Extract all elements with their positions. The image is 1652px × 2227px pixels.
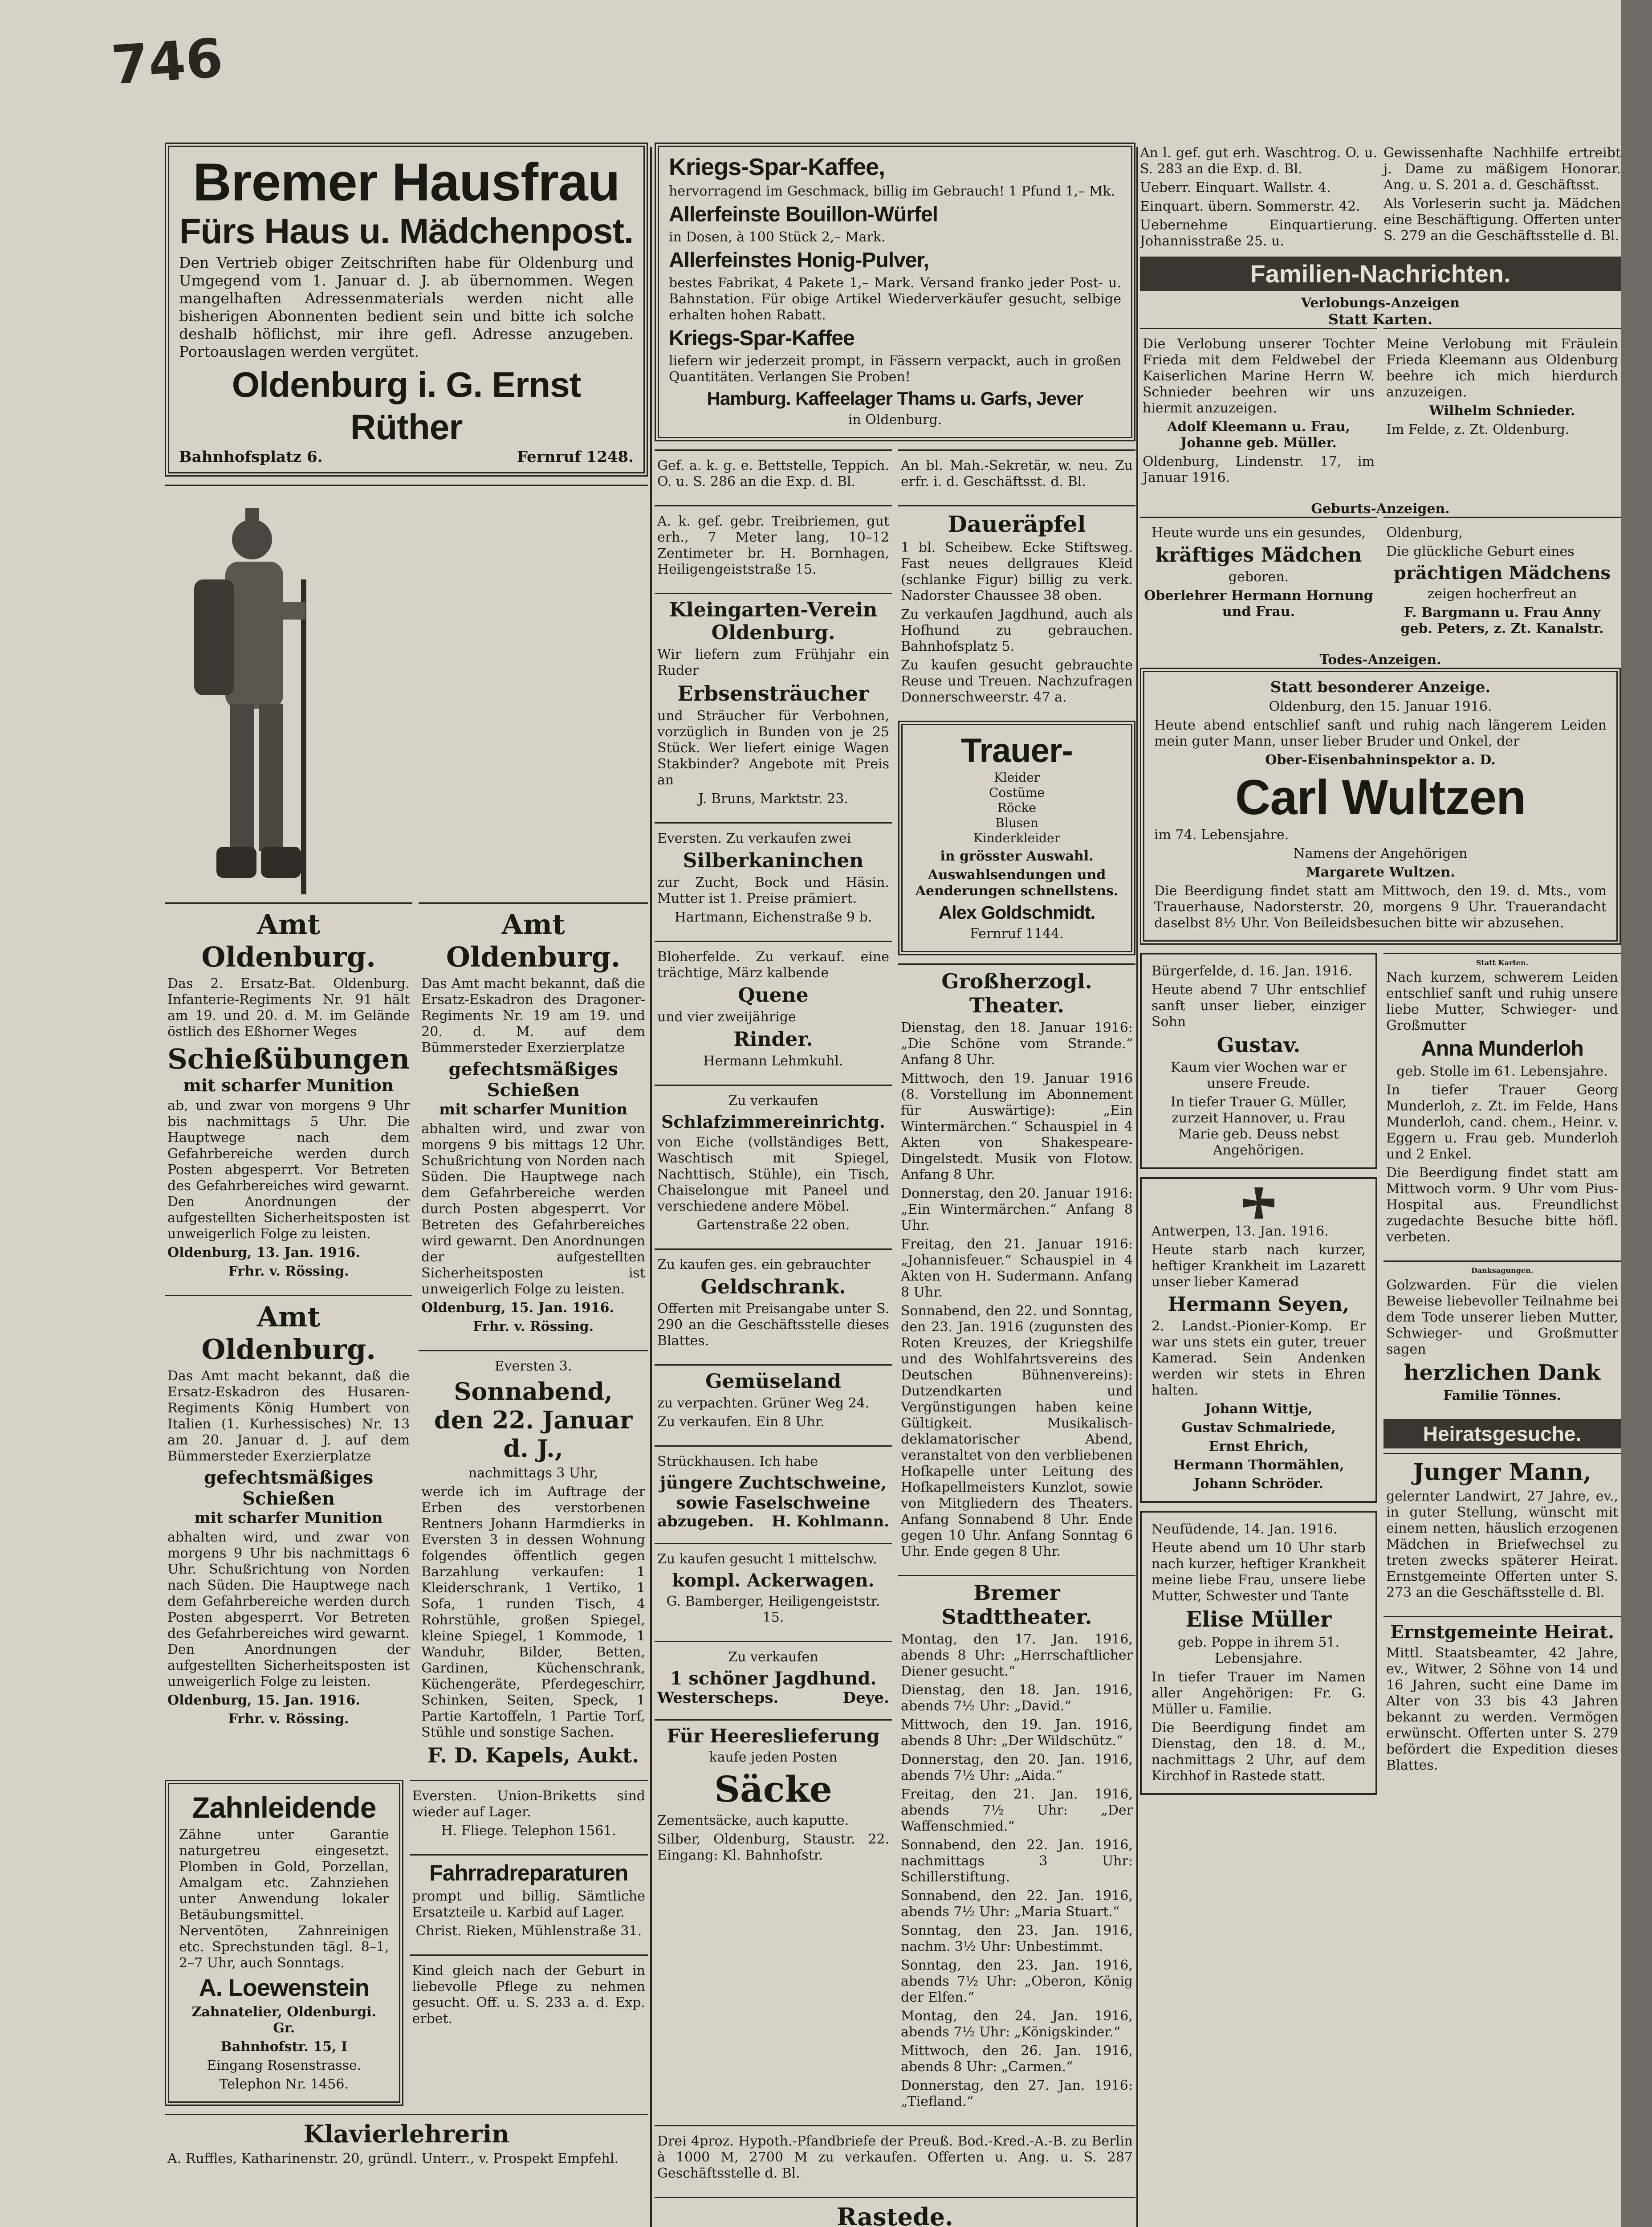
ad-title: Bremer Hausfrau — [193, 152, 620, 212]
ad-firm: Oldenburg i. G. Ernst Rüther — [232, 365, 581, 447]
notice-name: Johann Wittje, — [1204, 1401, 1313, 1417]
notice-body: Mittl. Staatsbeamter, 42 Jahre, ev., Witwer, 2 Söhne von 14 und 16 Jahren, sucht eine Dame im Alter von 33 bis 43 Jahren bekannt zu werden. Vermögen erwünscht. Offerten unter S. 279 befördert die Expedition dieses Blattes. — [1386, 1645, 1618, 1773]
notice-address: Gartenstraße 22 oben. — [696, 1217, 850, 1233]
familien-banner: Familien-Nachrichten. — [1140, 257, 1621, 291]
notice-head: gefechtsmäßiges Schießen — [203, 1467, 374, 1509]
ad-sub: Zahnatelier, Oldenburgi. Gr. — [191, 2004, 377, 2036]
notice-amt-2 — [165, 1295, 412, 1734]
notice-auction — [419, 1350, 648, 1772]
notice-body: Zu kaufen gesucht 1 mittelschw. — [657, 1551, 877, 1567]
theater-title: Großherzogl. Theater. — [941, 969, 1092, 1017]
notice-place: Im Felde, z. Zt. Oldenburg. — [1386, 422, 1570, 437]
notice-body: Meine Verlobung mit Fräulein Frieda Kleemann aus Oldenburg beehre ich mich hierdurch anzuzeigen. — [1386, 336, 1618, 400]
notice-fahrrad — [410, 1854, 648, 1946]
ad-item: Röcke — [997, 800, 1037, 815]
theater-entry: Donnerstag, den 20. Jan. 1916, abends 7½ Uhr: „Aida.“ — [901, 1752, 1133, 1783]
notice-names: Adolf Kleemann u. Frau, Johanne geb. Müller. — [1167, 419, 1350, 451]
ad-firm: Alex Goldschmidt. — [938, 902, 1095, 923]
notice-sub: geb. Poppe in ihrem 51. Lebensjahre. — [1177, 1635, 1340, 1666]
notice-head: Säcke — [714, 1768, 832, 1810]
theater-entry: Donnerstag, den 27. Jan. 1916: „Tiefland.“ — [901, 2078, 1133, 2109]
notice-names: Oberlehrer Hermann Hornung und Frau. — [1144, 588, 1373, 620]
notice-schlafzimmer — [655, 1085, 892, 1240]
amt-row — [165, 902, 648, 1780]
ad-body: Zähne unter Garantie naturgetreu eingesetzt. Plomben in Gold, Porzellan, Amalgam etc. Zahnziehen unter Anwendung lokaler Betäubungsmittel. Nerventöten, Zahnreinigen etc. Sprechstunden tägl. 8–1, 2–7 Uhr, auch Sonntags. — [179, 1827, 389, 1971]
ad-entrance: Eingang Rosenstrasse. — [207, 2058, 362, 2073]
ad-item: Kleider — [993, 770, 1040, 785]
col3-top — [1140, 143, 1621, 252]
notice-body: zu verpachten. Grüner Weg 24. — [657, 1395, 870, 1411]
bottom-row — [165, 1780, 648, 2114]
ad-body: bestes Fabrikat, 4 Pakete 1,– Mark. Versand franko jeder Post- u. Bahnstation. Für obige Artikel Wiederverkäufer gesucht, selbige erhalten hohen Rabatt. — [669, 275, 1121, 323]
death-munderloh — [1383, 953, 1621, 1252]
notice-body: 2. Landst.-Pionier-Komp. Er war uns stets ein guter, treuer Kamerad. Sein Andenken werden wir stets in Ehren halten. — [1152, 1318, 1366, 1398]
notice-body: prompt und billig. Sämtliche Ersatzteile u. Karbid auf Lager. — [412, 1888, 645, 1920]
auction-day: Sonnabend, — [454, 1377, 613, 1406]
ad-zahnleidende — [165, 1780, 403, 2106]
ad-body: Den Vertrieb obiger Zeitschriften habe für Oldenburg und Umgegend vom 1. Januar d. J. ab übernommen. Wegen mangelhaften Adressenmaterials werden nicht alle bisherigen Abonnenten bedient sein und bitte ich solche deshalb höflichst, mir ihre gefl. Adresse anzugeben. Portoauslagen werden vergütet. — [179, 254, 634, 360]
section-label: Geburts-Anzeigen. — [1311, 501, 1450, 517]
theater-entry: Montag, den 24. Jan. 1916, abends 7½ Uhr: „Königskinder.“ — [901, 2008, 1133, 2040]
notice-age: im 74. Lebensjahre. — [1154, 827, 1289, 843]
deceased-name: Carl Wultzen — [1235, 770, 1526, 825]
notice-sub: mit scharfer Munition — [183, 1075, 394, 1095]
notice-body: Strückhausen. Ich habe — [657, 1454, 818, 1469]
notice-title: Rastede. — [837, 2203, 953, 2227]
verlobung-row — [1140, 328, 1621, 501]
geburt-1 — [1140, 517, 1377, 644]
ad-title: Kriegs-Spar-Kaffee, — [669, 154, 885, 180]
column-rule — [1136, 147, 1138, 2227]
notice-place: Neufüdende, 14. Jan. 1916. — [1152, 1521, 1338, 1537]
notice-title: Amt Oldenburg. — [201, 1301, 376, 1366]
notice-names: F. Bargmann u. Frau Anny geb. Peters, z. Zt. Kanalstr. — [1400, 605, 1604, 636]
ad-boycksen — [165, 485, 648, 894]
theater-entry: Sonnabend, den 22. Jan. 1916, abends 7½ Uhr: „Maria Stuart.“ — [901, 1888, 1133, 1920]
notice-head: gefechtsmäßiges Schießen — [448, 1059, 618, 1101]
notice-body: Zu verkaufen Jagdhund, auch als Hofhund zu gebrauchen. Bahnhofsplatz 5. — [901, 607, 1133, 654]
ad-body: hervorragend im Geschmack, billig im Gebrauch! 1 Pfund 1,– Mk. — [669, 184, 1115, 199]
notice-body: Eversten. Zu verkaufen zwei — [657, 831, 851, 846]
notice-body: Offerten mit Preisangabe unter S. 290 an die Geschäftsstelle dieses Blattes. — [657, 1301, 889, 1349]
notice-head: Für Heereslieferung — [667, 1725, 880, 1747]
notice-head: Ernstgemeinte Heirat. — [1390, 1622, 1614, 1643]
notice-sign: Frhr. v. Rössing. — [228, 1264, 349, 1279]
notice-title: Amt Oldenburg. — [201, 908, 376, 973]
notice-firm: Christ. Rieken, Mühlenstraße 31. — [415, 1923, 642, 1939]
deceased-name: Anna Munderloh — [1421, 1037, 1583, 1060]
ad-body: Auswahlsendungen und Aenderungen schnellstens. — [915, 867, 1119, 899]
notice-firm: Silber, Oldenburg, Staustr. 22. Eingang: Kl. Bahnhofstr. — [657, 1831, 889, 1863]
notice-body: Eversten. Union-Briketts sind wieder auf Lager. — [412, 1788, 645, 1820]
geburt-2 — [1383, 517, 1621, 644]
notice-firm: H. Kohlmann. — [771, 1513, 889, 1530]
notice-body: Nach kurzem, schwerem Leiden entschlief sanft und ruhig unsere liebe Mutter, Schwieger- und Großmutter — [1386, 970, 1618, 1033]
notice-body: Das Amt macht bekannt, daß die Ersatz-Eskadron des Husaren-Regiments König Humbert von Italien (1. Kurhessisches) Nr. 13 am 20. Januar d. J. auf dem Bümmersteder Exerzierplatze — [167, 1368, 410, 1464]
notice-ackerwagen — [655, 1543, 892, 1633]
column-1 — [165, 143, 648, 2227]
notice-date: Oldenburg, 15. Jan. 1916. — [167, 1693, 360, 1708]
auction-place: Eversten 3. — [494, 1358, 572, 1374]
notice-body: abzugeben. — [657, 1513, 754, 1530]
notice-sub: mit scharfer Munition — [194, 1509, 383, 1527]
notice-body: Das 2. Ersatz-Bat. Oldenburg. Infanterie-Regiments Nr. 91 hält am 19. und 20. d. M. im Gelände östlich des Eßhorner Weges — [167, 976, 410, 1040]
geburt-row — [1140, 517, 1621, 652]
ad-head: Allerfeinste Bouillon-Würfel — [669, 203, 938, 226]
heirat-ernst — [1383, 1616, 1621, 1781]
notice-body: Zu verkaufen — [728, 1649, 818, 1665]
notice-name: Ernst Ehrich, — [1208, 1439, 1309, 1454]
death-gustav — [1140, 953, 1377, 1169]
ad-kriegs-spar-kaffee — [655, 143, 1135, 441]
theater-entry: Sonnabend, den 22. Jan. 1916, nachmittags 3 Uhr: Schillerstiftung. — [901, 1837, 1133, 1885]
notice-head: 1 schöner Jagdhund. — [670, 1668, 877, 1689]
verlobung-1 — [1140, 328, 1377, 493]
notice-head: jüngere Zuchtschweine, — [659, 1472, 887, 1493]
theater-entry: Dienstag, den 18. Jan. 1916, abends 7½ Uhr: „David.“ — [901, 1682, 1133, 1714]
section-label: Danksagungen. — [1471, 1266, 1534, 1275]
theater-entry: Mittwoch, den 19. Januar 1916 (8. Vorstellung im Abonnement für Auswärtige): „Ein Wintermärchen.“ Schauspiel in 4 Akten von Shakespeare-Dingelstedt. Musik von Flotow. Anfang 8 Uhr. — [901, 1071, 1133, 1183]
notice-firm: J. Bruns, Marktstr. 23. — [698, 791, 848, 807]
notice-place: Westerscheps. — [657, 1689, 779, 1707]
notice-geldschrank — [655, 1248, 892, 1356]
notice-head: Schlafzimmereinrichtg. — [661, 1112, 886, 1132]
column-2 — [655, 143, 1135, 2227]
notice-klavier — [165, 2114, 648, 2174]
ad-phone: Fernruf 1248. — [517, 448, 634, 466]
notice-body: und Sträucher für Verbohnen, vorzüglich in Bunden von je 25 Stück. Wer liefert einige Wagen Stakbinder? Angebote mit Preis an — [657, 708, 889, 788]
notice-bett — [655, 449, 892, 497]
heirat-banner: Heiratsgesuche. — [1383, 1419, 1621, 1448]
auction-body: werde ich im Auftrage der Erben des verstorbenen Rentners Johann Harmdierks in Eversten 3 in dessen Wohnung folgendes öffentlich gegen Barzahlung verkaufen: 1 Kleiderschrank, 1 Vertiko, 1 Sofa, 1 runden Tisch, 4 Rohrstühle, großen Spiegel, kleine Spiegel, 1 Kommode, 1 Wanduhr, Bilder, Betten, Gardinen, Küchenschrank, Küchengeräte, Pferdegeschirr, Schinken, Seiten, Speck, 1 Partie Kartoffeln, 1 Partie Torf, Stühle und sonstige Sachen. — [421, 1484, 645, 1740]
notice-rastede — [655, 2197, 1135, 2227]
ad-phone: Telephon Nr. 1456. — [219, 2076, 349, 2092]
book-edge — [1621, 0, 1652, 2227]
theater-entry: Donnerstag, den 20. Januar 1916: „Ein Wintermärchen.“ Anfang 8 Uhr. — [901, 1186, 1133, 1233]
notice-body: Kaum vier Wochen war er unsere Freude. — [1171, 1060, 1347, 1091]
ad-head: Allerfeinstes Honig-Pulver, — [669, 249, 929, 272]
theater-title: Bremer Stadttheater. — [941, 1581, 1092, 1629]
notice-daueraepfel — [898, 505, 1135, 713]
small-notice: An l. gef. gut erh. Waschtrog. O. u. S. 283 an die Exp. d. Bl. — [1140, 145, 1377, 177]
notice-sign: Familie Tönnes. — [1443, 1388, 1561, 1403]
notice-head: Statt besonderer Anzeige. — [1270, 678, 1491, 696]
amt-notice-right — [419, 902, 648, 1780]
ad-trauer — [898, 721, 1135, 955]
notice-treib — [655, 505, 892, 585]
notice-body: Das Amt macht bekannt, daß die Ersatz-Eskadron des Dragoner-Regiments Nr. 19 am 19. und 20. d. M. auf dem Bümmersteder Exerzierplatze — [421, 976, 645, 1056]
death-wultzen — [1140, 668, 1621, 945]
col2-row — [655, 449, 1135, 2125]
deceased-name: Hermann Seyen, — [1168, 1293, 1350, 1316]
ad-firm: Hamburg. Kaffeelager Thams u. Garfs, Jever — [707, 388, 1083, 409]
ad-title: Zahnleidende — [192, 1791, 376, 1824]
auction-firm: F. D. Kapels, Aukt. — [427, 1743, 639, 1767]
stadttheater-listing — [898, 1575, 1135, 2117]
death-seyen — [1140, 1177, 1377, 1503]
notice-body: Zu verkaufen — [728, 1093, 818, 1109]
small-notice: Als Vorleserin sucht ja. Mädchen eine Beschäftigung. Offerten unter S. 279 an die Geschäftsstelle d. Bl. — [1383, 196, 1621, 244]
notice-head: Statt Karten. — [1476, 959, 1529, 967]
theater-entry: Sonntag, den 23. Jan. 1916, abends 7½ Uhr: „Oberon, König der Elfen.“ — [901, 1958, 1133, 2005]
notice-body: Golzwarden. Für die vielen Beweise liebevoller Teilnahme bei dem Tode unserer lieben Mutter, Schwieger- und Großmutter sagen — [1386, 1277, 1618, 1357]
notice-body: Die Beerdigung findet statt am Mittwoch, den 19. d. Mts., vom Trauerhause, Nadorsterstr. 20, morgens 9 Uhr. Trauerandacht daselbst 8½ Uhr. Von Beileidsbesuchen bitte wir abzusehen. — [1154, 883, 1607, 931]
notice-sign: Frhr. v. Rössing. — [228, 1711, 349, 1727]
notice-body: abhalten wird, und zwar von morgens 9 bis mittags 12 Uhr. Schußrichtung von Norden nach Süden. Die Hauptwege nach dem Gefahrbereiche werden durch Posten abgesperrt. Vor Betreten des Gefahrbereiches wird gewarnt. Den Anordnungen der aufgestellten Sicherheitsposten ist unweigerlich Folge zu leisten. — [421, 1121, 645, 1297]
notice-date: Oldenburg, Lindenstr. 17, im Januar 1916. — [1143, 454, 1375, 485]
notice-body: Heute wurde uns ein gesundes, — [1151, 525, 1366, 541]
notice-body: von Eiche (vollständiges Bett, Waschtisch mit Spiegel, Nachttisch, Stühle), ein Tisch, Chaiselongue mit Paneel und verschiedene andere Möbel. — [657, 1134, 889, 1214]
notice-name: Hermann Thormählen, — [1173, 1457, 1344, 1473]
ad-title: Trauer- — [961, 732, 1073, 770]
notice-name: Johann Schröder. — [1194, 1476, 1323, 1492]
soldier-illustration — [167, 490, 346, 894]
col2-right — [898, 449, 1135, 2125]
notice-sign: Namens der Angehörigen — [1293, 846, 1468, 861]
death-mueller — [1140, 1511, 1377, 1795]
notice-body: Zementsäcke, auch kaputte. — [657, 1813, 849, 1828]
notice-sign: In tiefer Trauer Georg Munderloh, z. Zt. im Felde, Hans Munderloh, cand. chem., Heinr. v. Eggern u. Frau geb. Munderloh und 2 Enkel. — [1386, 1082, 1618, 1162]
notice-sekretaer — [898, 449, 1135, 497]
notice-firm: H. Fliege. Telephon 1561. — [441, 1823, 616, 1839]
notice-union — [410, 1780, 648, 1846]
auction-time: nachmittags 3 Uhr, — [468, 1465, 598, 1481]
small-notice: Gewissenhafte Nachhilfe ertreibt j. Dame zu mäßigem Honorar. Ang. u. S. 201 a. d. Geschäftsst. — [1383, 145, 1621, 193]
amt-notice-left — [165, 902, 412, 1780]
section-label: Verlobungs-Anzeigen — [1301, 295, 1460, 311]
notice-name: Gustav Schmalriede, — [1181, 1420, 1336, 1436]
notice-sign: In tiefer Trauer im Namen aller Angehörigen: Fr. G. Müller u. Familie. — [1152, 1669, 1366, 1717]
notice-queue — [655, 941, 892, 1077]
notice-body: Die glückliche Geburt eines — [1386, 544, 1575, 559]
notice-body: Zu verkaufen. Ein 8 Uhr. — [657, 1414, 825, 1430]
ad-items — [912, 770, 1121, 846]
theater-entry: Sonnabend, den 22. und Sonntag, den 23. Jan. 1916 (zugunsten des Roten Kreuzes, der Kriegshilfe und des Wohlfahrtsvereins des Deutschen Bühnenvereins): Dutzendkarten und Vergünstigungen haben keine Gültigkeit. Musikalisch-deklamatorischer Abend, veranstaltet von den verbliebenen Hofkapelle unter Leitung des Hofkapellmeisters Kunzlot, sowie von Mitgliedern des Theaters. Anfang Sonnabend 8 Uhr. Ende gegen 10 Uhr. Anfang Sonntag 6 Uhr. Ende gegen 8 Uhr. — [901, 1303, 1133, 1559]
notice-date: Oldenburg, 15. Jan. 1916. — [421, 1300, 614, 1316]
theater-entry: Dienstag, den 18. Januar 1916: „Die Schöne vom Strande.“ Anfang 8 Uhr. — [901, 1020, 1133, 1068]
notice-place: Bürgerfelde, d. 16. Jan. 1916. — [1152, 963, 1353, 979]
notice-firm: G. Bamberger, Heiligengeiststr. 15. — [666, 1594, 880, 1625]
section-label: Todes-Anzeigen. — [1319, 652, 1441, 668]
auction-date: den 22. Januar d. J., — [434, 1406, 633, 1463]
theater-entry: Freitag, den 21. Jan. 1916, abends 7½ Uhr: „Der Waffenschmied.“ — [901, 1786, 1133, 1834]
notice-firm: Hartmann, Eichenstraße 9 b. — [674, 910, 872, 925]
deceased-name: Elise Müller — [1185, 1607, 1332, 1632]
handwritten-page-number: 746 — [109, 27, 225, 97]
column-3 — [1140, 143, 1621, 2227]
notice-sign: Frhr. v. Rössing. — [473, 1319, 594, 1334]
theater-entry: Sonntag, den 23. Jan. 1916, nachm. 3½ Uhr: Unbestimmt. — [901, 1923, 1133, 1954]
notice-place: Oldenburg, den 15. Januar 1916. — [1269, 699, 1492, 714]
small-notice: Einquart. übern. Sommerstr. 42. — [1140, 199, 1360, 214]
theater-entry: Montag, den 17. Jan. 1916, abends 8 Uhr: „Herrschaftlicher Diener gesucht.“ — [901, 1632, 1133, 1679]
ad-bremer-hausfrau — [165, 143, 648, 477]
notice-gemueseland — [655, 1364, 892, 1437]
ad-address: in Oldenburg. — [848, 412, 942, 428]
notice-title: Fahrradreparaturen — [429, 1860, 628, 1885]
notice-body: Zu kaufen gesucht gebrauchte Reuse und Treuen. Nachzufragen Donnerschweerstr. 47 a. — [901, 657, 1133, 705]
notice-firm: Hermann Lehmkuhl. — [703, 1053, 843, 1069]
notice-head: Gemüseland — [705, 1370, 841, 1393]
notice-head: Erbsensträucher — [677, 681, 869, 706]
small-notice: Uebernehme Einquartierung. Johannisstraße 25. u. — [1140, 217, 1377, 249]
deceased-name: Gustav. — [1217, 1033, 1301, 1057]
notice-name: Deye. — [842, 1689, 889, 1707]
death-row — [1140, 953, 1621, 1803]
notice-head: prächtigen Mädchens — [1393, 563, 1611, 583]
notice-sub: mit scharfer Munition — [439, 1101, 628, 1118]
notice-zuchtschweine — [655, 1445, 892, 1535]
notice-body: Die Verlobung unserer Tochter Frieda mit dem Feldwebel der Kaiserlichen Marine Herrn W. Schnieder beehren wir uns hiermit anzuzeigen. — [1143, 336, 1375, 416]
notice-head: Rinder. — [733, 1028, 813, 1051]
notice-head: Junger Mann, — [1413, 1459, 1591, 1486]
notice-sub: geb. Stolle im 61. Lebensjahre. — [1396, 1064, 1608, 1079]
theater-entry: Freitag, den 21. Januar 1916: „Johannisfeuer.“ Schauspiel in 4 Akten von H. Sudermann. Anfang 8 Uhr. — [901, 1236, 1133, 1300]
notice-sign: Margarete Wultzen. — [1306, 865, 1455, 880]
notice-body: Bloherfelde. Zu verkauf. eine trächtige, März kalbende — [657, 949, 889, 981]
notice-amt-1 — [165, 902, 412, 1287]
notice-body: und vier zweijährige — [657, 1009, 796, 1025]
notice-sign: In tiefer Trauer G. Müller, zurzeit Hannover, u. Frau Marie geb. Deuss nebst Angehörigen. — [1170, 1094, 1347, 1158]
notice-body: kaufe jeden Posten — [709, 1750, 838, 1765]
notice-body: zur Zucht, Bock und Häsin. Mutter ist 1. Preise prämiert. — [657, 875, 889, 906]
notice-body: Heute abend 7 Uhr entschlief sanft unser lieber, einziger Sohn — [1152, 982, 1366, 1030]
heirat-junger-mann — [1383, 1453, 1621, 1608]
notice-body: Heute abend entschlief sanft und ruhig nach längerem Leiden mein guter Mann, unser lieber Bruder und Onkel, der — [1154, 718, 1607, 749]
notice-body: A. k. gef. gebr. Treibriemen, gut erh., 7 Meter lang, 10–12 Zentimeter br. H. Bornhagen, Heiligengeiststraße 15. — [657, 514, 889, 577]
notice-title: Ober-Eisenbahninspektor a. D. — [1265, 752, 1496, 768]
notice-place: Oldenburg, — [1386, 525, 1463, 541]
notice-kind — [410, 1954, 648, 2034]
notice-body: Wir liefern zum Frühjahr ein Ruder — [657, 647, 889, 678]
notice-saecke — [655, 1719, 892, 1871]
ad-firm: A. Loewenstein — [199, 1974, 369, 2001]
small-notice: Ueberr. Einquart. Wallstr. 4. — [1140, 180, 1331, 196]
ad-subtitle: Fürs Haus u. Mädchenpost. — [179, 211, 634, 251]
notice-body: Zu kaufen ges. ein gebrauchter — [657, 1257, 871, 1273]
notice-head: Quene — [738, 984, 809, 1007]
notice-jagdhund — [655, 1641, 892, 1711]
column-rule — [650, 147, 652, 2227]
col2-left — [655, 449, 892, 2125]
notice-body: Die Beerdigung findet am Dienstag, den 18. d. M., nachmittags 2 Uhr, auf dem Kirchhof in Rastede statt. — [1152, 1720, 1366, 1784]
notice-title: Klavierlehrerin — [303, 2120, 509, 2148]
notice-body: Drei 4proz. Hypoth.-Pfandbriefe der Preuß. Bod.-Kred.-A.-B. zu Berlin à 1000 M, 2700 M zu verkaufen. Offerten u. Ang. u. S. 287 Geschäftsstelle d. Bl. — [657, 2133, 1133, 2181]
theater-listing — [898, 963, 1135, 1567]
ad-item: Blusen — [995, 816, 1038, 830]
col2-bottom — [655, 2125, 1135, 2227]
theater-entry: Mittwoch, den 19. Jan. 1916, abends 8 Uhr: „Der Wildschütz.“ — [901, 1717, 1133, 1749]
notice-body: geboren. — [1228, 569, 1289, 585]
notice-title: Kleingarten-Verein Oldenburg. — [669, 599, 878, 644]
notice-head: Geldschrank. — [700, 1276, 846, 1298]
notice-body: Kind gleich nach der Geburt in liebevolle Pflege zu nehmen gesucht. Off. u. S. 233 a. d. Exp. erbet. — [412, 1963, 645, 2027]
notice-body: Heute starb nach kurzer, heftiger Krankheit im Lazarett unser lieber Kamerad — [1152, 1242, 1366, 1290]
notice-head: sowie Faselschweine — [676, 1493, 871, 1513]
notice-title: Amt Oldenburg. — [446, 908, 621, 973]
notice-body: Die Beerdigung findet statt am Mittwoch vorm. 9 Uhr vom Pius-Hospital aus. Freundlichst zugedachte Besuche bitte höfl. verbeten. — [1386, 1165, 1618, 1245]
notice-head: Daueräpfel — [948, 511, 1086, 537]
notice-body: 1 bl. Scheibew. Ecke Stiftsweg. Fast neues dellgraues Kleid (schlanke Figur) billig zu verk. Nadorster Chaussee 38 oben. — [901, 540, 1133, 604]
notice-amt-3 — [419, 902, 648, 1342]
section-head: Statt Karten. — [1328, 311, 1433, 328]
ad-head: Kriegs-Spar-Kaffee — [669, 326, 854, 350]
ad-address: Bahnhofstr. 15, I — [220, 2039, 347, 2055]
notice-head: Silberkaninchen — [683, 849, 864, 872]
ad-item: Kinderkleider — [973, 831, 1061, 845]
verlobung-2 — [1383, 328, 1621, 493]
ad-address: Bahnhofsplatz 6. — [179, 448, 323, 466]
theater-entry: Mittwoch, den 26. Jan. 1916, abends 8 Uhr: „Carmen.“ — [901, 2043, 1133, 2075]
notice-body: abhalten wird, und zwar von morgens 9 Uhr bis nachmittags 6 Uhr. Schußrichtung von Norden nach Süden. Die Hauptwege nach dem Gefahrbereiche werden durch Posten abgesperrt. Vor Betreten des Gefahrbereiches wird gewarnt. Den Anordnungen der aufgestellten Sicherheitsposten ist unweigerlich Folge zu leisten. — [167, 1530, 410, 1689]
notice-head: herzlichen Dank — [1404, 1360, 1601, 1385]
ad-body: liefern wir jederzeit prompt, in Fässern verpackt, auch in großen Quantitäten. Verlangen Sie Proben! — [669, 353, 1121, 385]
notice-body: ab, und zwar von morgens 9 Uhr bis nachmittags 5 Uhr. Die Hauptwege nach dem Gefahrbereiche werden durch Posten abgesperrt. Vor Betreten des Gefahrbereiches wird gewarnt. Den Anordnungen der aufgestellten Sicherheitsposten ist unweigerlich Folge zu leisten. — [167, 1098, 410, 1242]
notice-body: A. Ruffles, Katharinenstr. 20, gründl. Unterr., v. Prospekt Empfehl. — [167, 2151, 618, 2166]
ad-phone: Fernruf 1144. — [970, 926, 1064, 942]
notice-head: kompl. Ackerwagen. — [672, 1570, 875, 1591]
notice-body: gelernter Landwirt, 27 Jahre, ev., in guter Stellung, wünscht mit einem netten, häuslich erzogenen Mädchen in Briefwechsel zu treten zwecks späterer Heirat. Ernstgemeinte Offerten unter S. 273 an die Geschäftsstelle d. Bl. — [1386, 1489, 1618, 1600]
ad-body: in grösster Auswahl. — [940, 848, 1094, 864]
notice-body: An bl. Mah.-Sekretär, w. neu. Zu erfr. i. d. Geschäftsst. d. Bl. — [901, 458, 1133, 489]
notice-kaninchen — [655, 822, 892, 933]
notice-body: Gef. a. k. g. e. Bettstelle, Teppich. O. u. S. 286 an die Exp. d. Bl. — [657, 458, 889, 489]
notice-date: Oldenburg, 13. Jan. 1916. — [167, 1245, 360, 1260]
notice-body: Heute abend um 10 Uhr starb nach kurzer, heftiger Krankheit meine liebe Frau, unsere liebe Mutter, Schwester und Tante — [1152, 1540, 1366, 1604]
iron-cross-icon — [1241, 1185, 1277, 1221]
notice-kleingarten — [655, 593, 892, 814]
notice-head: kräftiges Mädchen — [1155, 544, 1362, 567]
ad-item: Costüme — [989, 785, 1045, 800]
ad-body: in Dosen, à 100 Stück 2,– Mark. — [669, 229, 886, 245]
notice-head: Schießübungen — [167, 1043, 410, 1075]
notice-hypothek — [655, 2125, 1135, 2189]
notice-body: zeigen hocherfreut an — [1427, 586, 1577, 602]
danksagung — [1383, 1260, 1621, 1411]
notice-place: Antwerpen, 13. Jan. 1916. — [1152, 1224, 1329, 1239]
notice-name: Wilhelm Schnieder. — [1429, 403, 1575, 419]
